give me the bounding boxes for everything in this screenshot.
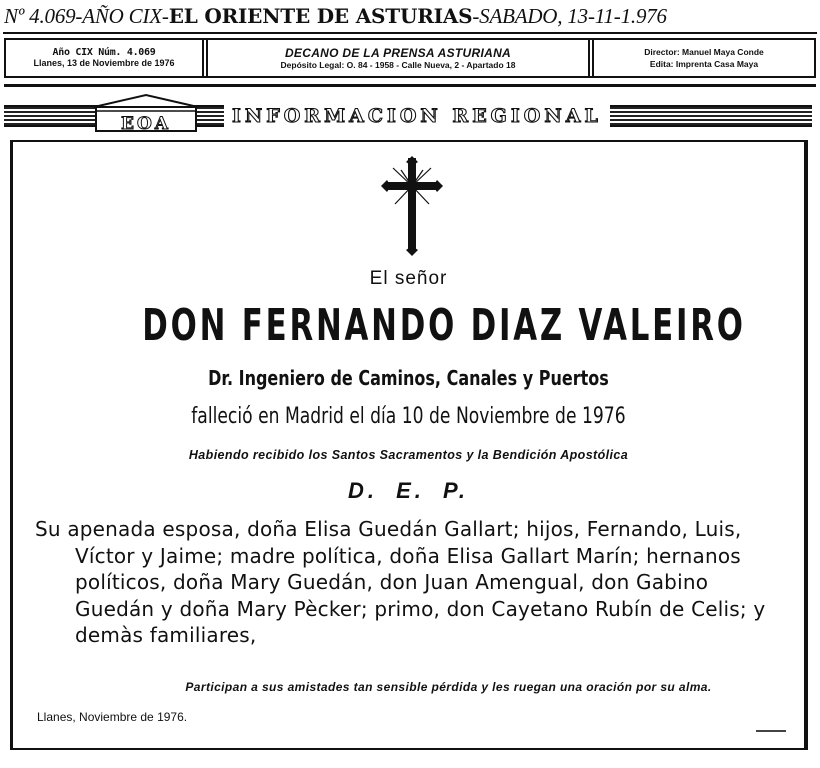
newspaper-name: EL ORIENTE DE ASTURIAS bbox=[168, 4, 473, 28]
mourners-line: Su apenada esposa, doña Elisa Guedán Gallart; hijos, Fernando, Luis, bbox=[35, 517, 742, 541]
mourners-line: Víctor y Jaime; madre política, doña Elisa Gallart Marín; hernanos bbox=[75, 543, 741, 568]
mourners-line: Guedán y doña Mary Pècker; primo, don Cayetano Rubín de Celis; y bbox=[75, 596, 766, 621]
sacraments-line: Habiendo recibido los Santos Sacramentos y la Bendición Apostólica bbox=[188, 448, 629, 462]
masthead-credits bbox=[594, 40, 814, 76]
obituary-notice bbox=[10, 140, 808, 750]
section-title: INFORMACION REGIONAL bbox=[224, 104, 610, 128]
masthead-motto: DECANO DE LA PRENSA ASTURIANA bbox=[284, 46, 512, 60]
section-rule bbox=[4, 84, 816, 87]
corner-mark bbox=[756, 730, 786, 738]
cross-icon bbox=[381, 156, 443, 256]
mourners-paragraph bbox=[35, 516, 791, 649]
masthead-issue-number: Año CIX Núm. 4.069 bbox=[52, 47, 156, 58]
masthead-director: Director: Manuel Maya Conde bbox=[644, 47, 764, 57]
notice-intro: El señor bbox=[369, 268, 448, 289]
masthead-publisher: Edita: Imprenta Casa Maya bbox=[649, 59, 759, 69]
deceased-name: DON FERNANDO DIAZ VALEIRO bbox=[142, 300, 746, 351]
masthead-legal: Depósito Legal: O. 84 - 1958 - Calle Nueva, 2 - Apartado 18 bbox=[280, 60, 516, 70]
newspaper-logo bbox=[86, 93, 206, 133]
masthead bbox=[4, 38, 816, 78]
logo-letters: EOA bbox=[121, 114, 171, 133]
section-band bbox=[4, 93, 812, 133]
masthead-center bbox=[208, 40, 588, 76]
issue-prefix: Nº 4.069-AÑO CIX- bbox=[4, 4, 169, 28]
mourners-line: demàs familiares, bbox=[75, 623, 257, 647]
notice-place-date: Llanes, Noviembre de 1976. bbox=[37, 710, 188, 724]
prayer-request: Participan a sus amistades tan sensible pérdida y les ruegan una oración por su alma. bbox=[185, 680, 712, 694]
rip-letters: D. E. P. bbox=[348, 478, 469, 503]
issue-date: -SABADO, 13-11-1.976 bbox=[472, 4, 667, 28]
deceased-profession: Dr. Ingeniero de Caminos, Canales y Puertos bbox=[208, 366, 609, 390]
newspaper-header bbox=[4, 4, 816, 29]
mourners-line: políticos, doña Mary Guedán, don Juan Amengual, don Gabino bbox=[75, 570, 709, 594]
masthead-issue-info bbox=[6, 40, 202, 76]
masthead-issue-place-date: Llanes, 13 de Noviembre de 1976 bbox=[33, 58, 175, 68]
header-rule bbox=[3, 32, 817, 34]
death-statement: falleció en Madrid el día 10 de Noviembre de 1976 bbox=[191, 404, 626, 429]
